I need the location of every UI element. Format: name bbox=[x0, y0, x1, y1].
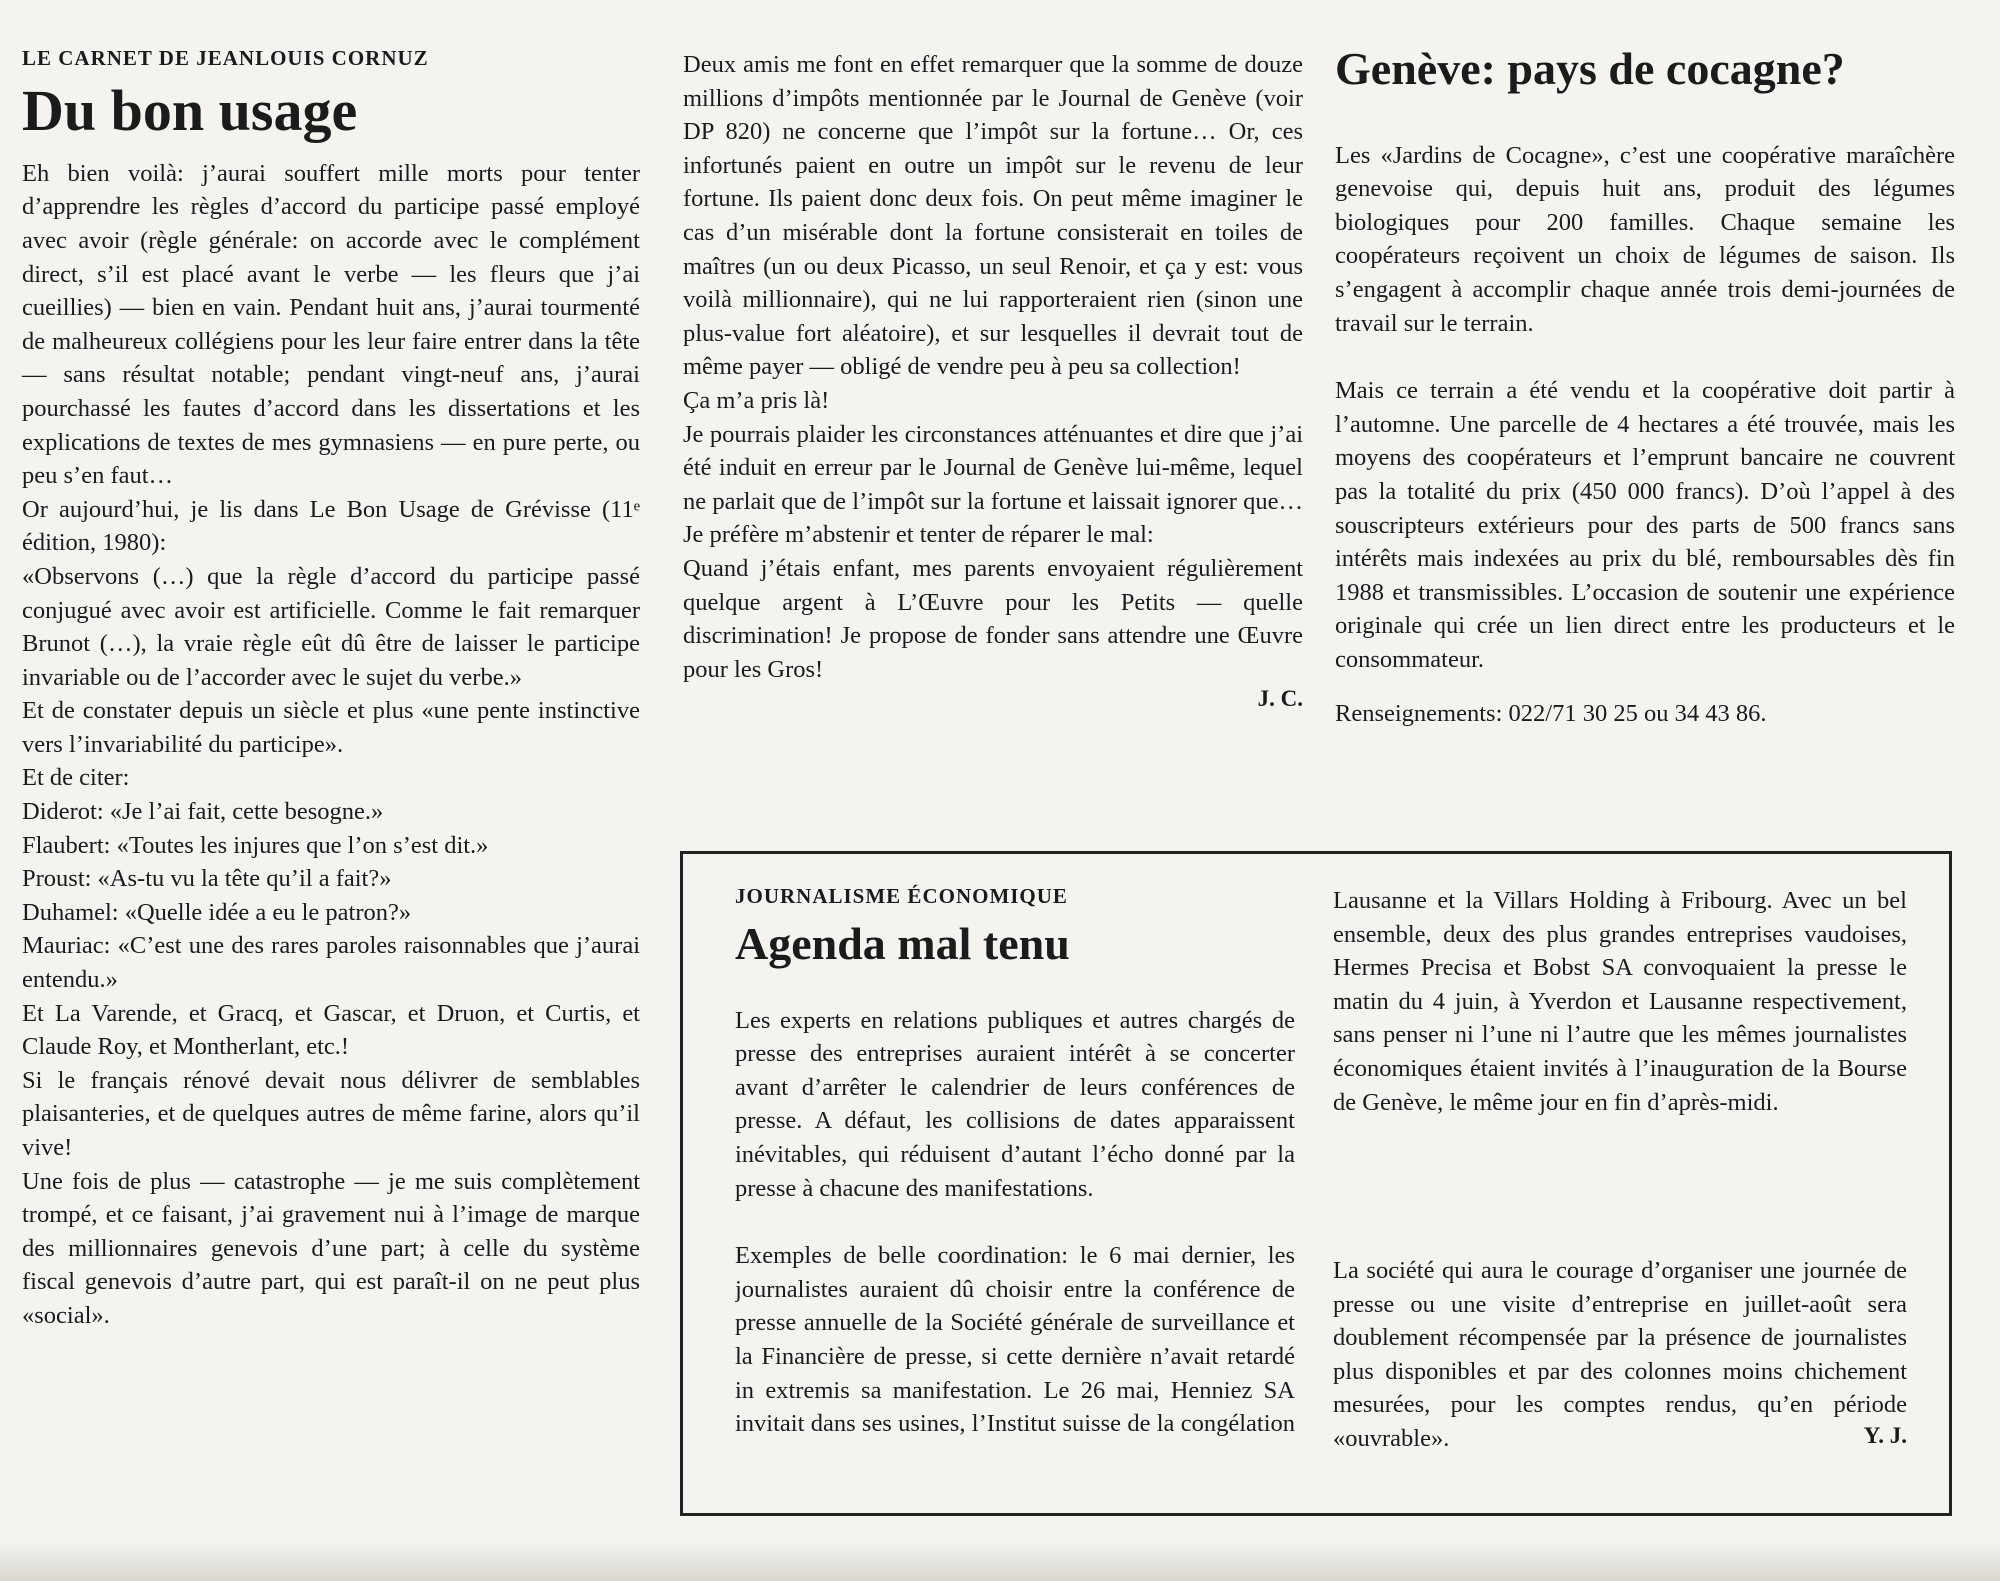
agenda-box bbox=[680, 851, 1952, 1516]
carnet-paragraph-2: Or aujourd’hui, je lis dans Le Bon Usage de Grévisse (11ᵉ édition, 1980): bbox=[22, 495, 640, 557]
carnet-article bbox=[22, 46, 640, 1333]
page-bottom-shadow bbox=[0, 1541, 2000, 1581]
agenda-column-1 bbox=[735, 884, 1295, 1439]
carnet-paragraph-1: Eh bien voilà: j’aurai souffert mille morts pour tenter d’apprendre les règles d’accord du participe passé employé avec avoir (règle générale: on accorde avec le complément direct, s’il est placé avant le verbe — les fleurs que j’ai cueillies) — bien en vain. Pendant huit ans, j’aurai tourmenté de malheureux collégiens pour les leur faire entrer dans la tête — sans résultat notable; pendant vingt-neuf ans, j’aurai pourchassé les fautes d’accord dans les dissertations et les explications de textes de mes gymnasiens — en pure perte, ou peu s’en faut… bbox=[22, 159, 640, 490]
carnet-signature: J. C. bbox=[1257, 686, 1303, 712]
carnet-quote-proust: Proust: «As-tu vu la tête qu’il a fait?» bbox=[22, 865, 392, 893]
carnet-paragraph-pris: Ça m’a pris là! bbox=[683, 386, 830, 414]
cocagne-article bbox=[1335, 44, 1955, 730]
carnet-paragraph-oeuvre: Quand j’étais enfant, mes parents envoyaient régulièrement quelque argent à L’Œuvre pour les Petits — quelle discrimination! Je propose de fonder sans attendre une Œuvre pour les Gros! bbox=[683, 554, 1303, 683]
agenda-paragraph-2-text: Exemples de belle coordination: le 6 mai dernier, les journalistes auraient dû choisir entre la conférence de presse annuelle de la Société générale de surveillance et la Financière de presse, si cette dernière n’avait retardé in extremis sa manifestation. Le 26 mai, Henniez SA invitait dans ses usines, l’Institut suisse de la congélation bbox=[735, 1242, 1295, 1438]
carnet-kicker: LE CARNET DE JEANLOUIS CORNUZ bbox=[22, 46, 429, 70]
agenda-column-2 bbox=[1333, 884, 1907, 1452]
agenda-paragraph-2 bbox=[735, 1239, 1295, 1439]
carnet-paragraph-3: «Observons (…) que la règle d’accord du participe passé conjugué avec avoir est artificielle. Comme le fait remarquer Brunot (…), la vraie règle eût dû être de laisser le participe invariable ou de l’accorder avec le sujet du verbe.» bbox=[22, 562, 640, 691]
carnet-paragraph-amis: Deux amis me font en effet remarquer que la somme de douze millions d’impôts mentionnée par le Journal de Genève (voir DP 820) ne concerne que l’impôt sur la fortune… Or, ces infortunés paient en outre un impôt sur le revenu de leur fortune. Ils paient donc deux fois. On peut même imaginer le cas d’un misérable dont la fortune consisterait en toiles de maîtres (un ou deux Picasso, un seul Renoir, et ça y est: vous voilà millionnaire), qui ne lui rapporteraient rien (sinon une plus-value fort aléatoire), et sur lesquelles il devrait tout de même payer — obligé de vendre peu à peu sa collection! bbox=[683, 51, 1303, 381]
carnet-paragraph-authors: Et La Varende, et Gracq, et Gascar, et Druon, et Curtis, et Claude Roy, et Montherlant, etc.! bbox=[22, 999, 640, 1061]
agenda-paragraph-1: Les experts en relations publiques et autres chargés de presse des entreprises auraient intérêt à se concerter avant d’arrêter le calendrier de leurs conférences de presse. A défaut, les collisions de dates apparaissent inévitables, qui réduisent d’autant l’écho donné par la presse à chacune des manifestations. bbox=[735, 1006, 1295, 1202]
carnet-quote-duhamel: Duhamel: «Quelle idée a eu le patron?» bbox=[22, 898, 412, 926]
carnet-continuation bbox=[683, 48, 1303, 712]
carnet-paragraph-catastrophe: Une fois de plus — catastrophe — je me suis complètement trompé, et ce faisant, j’ai gravement nui à l’image de marque des millionnaires genevois d’une part; à celle du système fiscal genevois d’autre part, qui est paraît-il on ne peut plus «social». bbox=[22, 1167, 640, 1329]
carnet-paragraph-plaider: Je pourrais plaider les circonstances atténuantes et dire que j’ai été induit en erreur par le Journal de Genève lui-même, lequel ne parlait que de l’impôt sur la fortune et laissait ignorer que… Je préfère m’abstenir et tenter de réparer le mal: bbox=[683, 420, 1303, 549]
carnet-quote-flaubert: Flaubert: «Toutes les injures que l’on s’est dit.» bbox=[22, 831, 489, 859]
carnet-paragraph-francais: Si le français rénové devait nous délivrer de semblables plaisanteries, et de quelques autres de même farine, alors qu’il vive! bbox=[22, 1066, 640, 1162]
carnet-title: Du bon usage bbox=[22, 78, 358, 143]
agenda-signature: Y. J. bbox=[1863, 1422, 1907, 1448]
cocagne-paragraph-1: Les «Jardins de Cocagne», c’est une coopérative maraîchère genevoise qui, depuis huit ans, produit des légumes biologiques pour 200 familles. Chaque semaine les coopérateurs reçoivent un choix de légumes de saison. Ils s’engagent à accomplir chaque année trois demi-journées de travail sur le terrain. bbox=[1335, 141, 1955, 337]
agenda-paragraph-3: La société qui aura le courage d’organiser une journée de presse ou une visite d’entreprise en juillet-août sera doublement récompensée par la présence de journalistes plus disponibles et par des colonnes moins chichement mesurées, pour les comptes rendus, qu’en période «ouvrable». bbox=[1333, 1257, 1907, 1452]
cocagne-title: Genève: pays de cocagne? bbox=[1335, 43, 1845, 94]
agenda-title: Agenda mal tenu bbox=[735, 918, 1070, 969]
carnet-quote-mauriac: Mauriac: «C’est une des rares paroles raisonnables que j’aurai entendu.» bbox=[22, 932, 640, 994]
carnet-quote-diderot: Diderot: «Je l’ai fait, cette besogne.» bbox=[22, 798, 384, 826]
agenda-paragraph-2-continued-text: Lausanne et la Villars Holding à Fribourg. Avec un bel ensemble, deux des plus grandes entreprises vaudoises, Hermes Precisa et Bobst SA convoquaient la presse le matin du 4 juin, à Yverdon et Lausanne respectivement, sans penser ni l’une ni l’autre que les mêmes journalistes économiques étaient invités à l’inauguration de la Bourse de Genève, le même jour en fin d’après-midi. bbox=[1333, 886, 1907, 1116]
agenda-kicker: JOURNALISME ÉCONOMIQUE bbox=[735, 884, 1068, 908]
carnet-paragraph-5: Et de citer: bbox=[22, 764, 130, 792]
cocagne-contact: Renseignements: 022/71 30 25 ou 34 43 86. bbox=[1335, 699, 1767, 727]
carnet-paragraph-4: Et de constater depuis un siècle et plus «une pente instinctive vers l’invariabilité du participe». bbox=[22, 697, 640, 758]
agenda-paragraph-2-continued bbox=[1333, 884, 1907, 1254]
cocagne-paragraph-2: Mais ce terrain a été vendu et la coopérative doit partir à l’automne. Une parcelle de 4 hectares a été trouvée, mais les moyens des coopérateurs et l’emprunt bancaire ne couvrent pas la totalité du prix (450 000 francs). D’où l’appel à des souscripteurs extérieurs pour des parts de 500 francs sans intérêts mais indexées au prix du blé, remboursables dès fin 1988 et transmissibles. L’occasion de soutenir une expérience originale qui crée un lien direct entre les producteurs et le consommateur. bbox=[1335, 377, 1955, 673]
